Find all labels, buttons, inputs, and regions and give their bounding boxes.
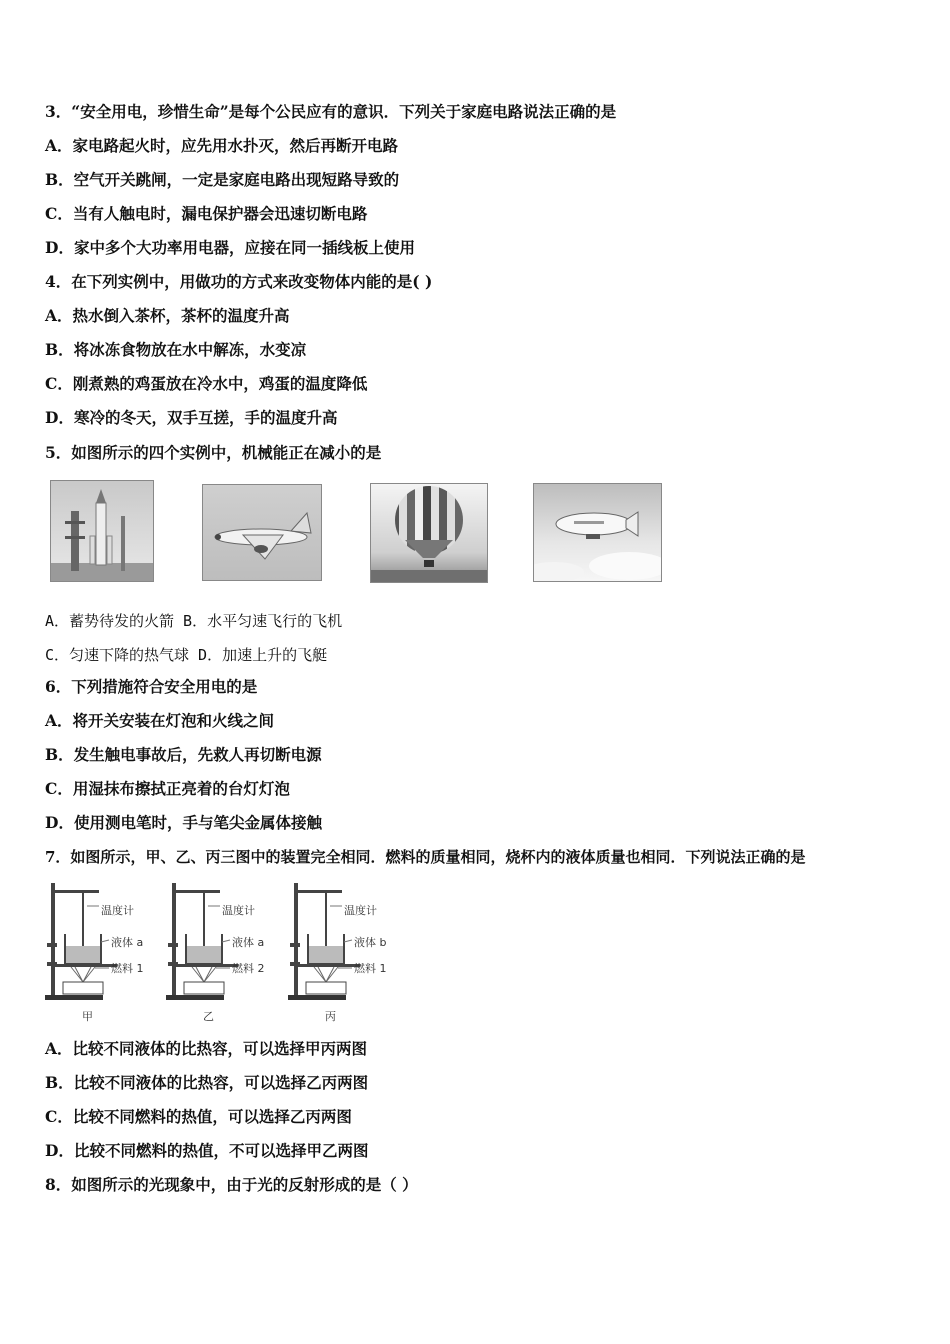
q4-stem: 4．在下列实例中，用做功的方式来改变物体内能的是( ): [45, 272, 433, 291]
apparatus-jia-label: 甲: [82, 1010, 93, 1023]
q6-stem: 6．下列措施符合安全用电的是: [45, 677, 258, 696]
q6-option-d: D．使用测电笔时，手与笔尖金属体接触: [45, 813, 322, 832]
q3-option-d: D．家中多个大功率用电器，应接在同一插线板上使用: [45, 238, 415, 257]
apparatus-yi-fuel-label: 燃料 2: [232, 962, 265, 975]
q6-option-b: B．发生触电事故后，先救人再切断电源: [45, 745, 322, 764]
apparatus-jia-liquid-label: 液体 a: [111, 936, 144, 949]
apparatus-yi-label: 乙: [203, 1010, 214, 1023]
q7-option-b: B．比较不同液体的比热容，可以选择乙丙两图: [45, 1073, 369, 1092]
airship-photo: [533, 483, 662, 582]
apparatus-bing: [288, 878, 398, 1023]
q3-option-a: A．家电路起火时，应先用水扑灭，然后再断开电路: [45, 136, 399, 155]
hot-air-balloon-photo: [370, 483, 488, 583]
apparatus-jia: [45, 878, 155, 1023]
q5-stem: 5．如图所示的四个实例中，机械能正在减小的是: [45, 443, 382, 462]
apparatus-yi-liquid-label: 液体 a: [232, 936, 265, 949]
q4-option-a: A．热水倒入茶杯，茶杯的温度升高: [45, 306, 290, 325]
apparatus-jia-fuel-label: 燃料 1: [111, 962, 144, 975]
q3-option-c: C．当有人触电时，漏电保护器会迅速切断电路: [45, 204, 368, 223]
q7-stem: 7．如图所示，甲、乙、丙三图中的装置完全相同．燃料的质量相同，烧杯内的液体质量也相同．下列说法正确的是: [45, 848, 806, 866]
q4-option-d: D．寒冷的冬天，双手互搓，手的温度升高: [45, 408, 338, 427]
q7-option-c: C．比较不同燃料的热值，可以选择乙丙两图: [45, 1107, 352, 1126]
q5-options-ab: A．蓄势待发的火箭 B．水平匀速飞行的飞机: [45, 612, 343, 630]
q7-option-d: D．比较不同燃料的热值，不可以选择甲乙两图: [45, 1141, 369, 1160]
q4-option-b: B．将冰冻食物放在水中解冻，水变凉: [45, 340, 307, 359]
q4-option-c: C．刚煮熟的鸡蛋放在冷水中，鸡蛋的温度降低: [45, 374, 368, 393]
q6-option-c: C．用湿抹布擦拭正亮着的台灯灯泡: [45, 779, 290, 798]
q6-option-a: A．将开关安装在灯泡和火线之间: [45, 711, 275, 730]
q7-option-a: A．比较不同液体的比热容，可以选择甲丙两图: [45, 1039, 368, 1058]
apparatus-jia-thermometer-label: 温度计: [101, 904, 134, 917]
q3-option-b: B．空气开关跳闸，一定是家庭电路出现短路导致的: [45, 170, 400, 189]
q3-stem: 3．“安全用电，珍惜生命”是每个公民应有的意识．下列关于家庭电路说法正确的是: [45, 102, 617, 121]
apparatus-yi: [166, 878, 276, 1023]
rocket-photo: [50, 480, 154, 582]
airplane-photo: [202, 484, 322, 581]
q8-stem: 8．如图所示的光现象中，由于光的反射形成的是（ ）: [45, 1175, 418, 1194]
apparatus-bing-label: 丙: [325, 1010, 336, 1023]
apparatus-yi-thermometer-label: 温度计: [222, 904, 255, 917]
q5-options-cd: C．匀速下降的热气球 D．加速上升的飞艇: [45, 646, 328, 664]
apparatus-bing-liquid-label: 液体 b: [354, 936, 387, 949]
apparatus-bing-thermometer-label: 温度计: [344, 904, 377, 917]
apparatus-bing-fuel-label: 燃料 1: [354, 962, 387, 975]
